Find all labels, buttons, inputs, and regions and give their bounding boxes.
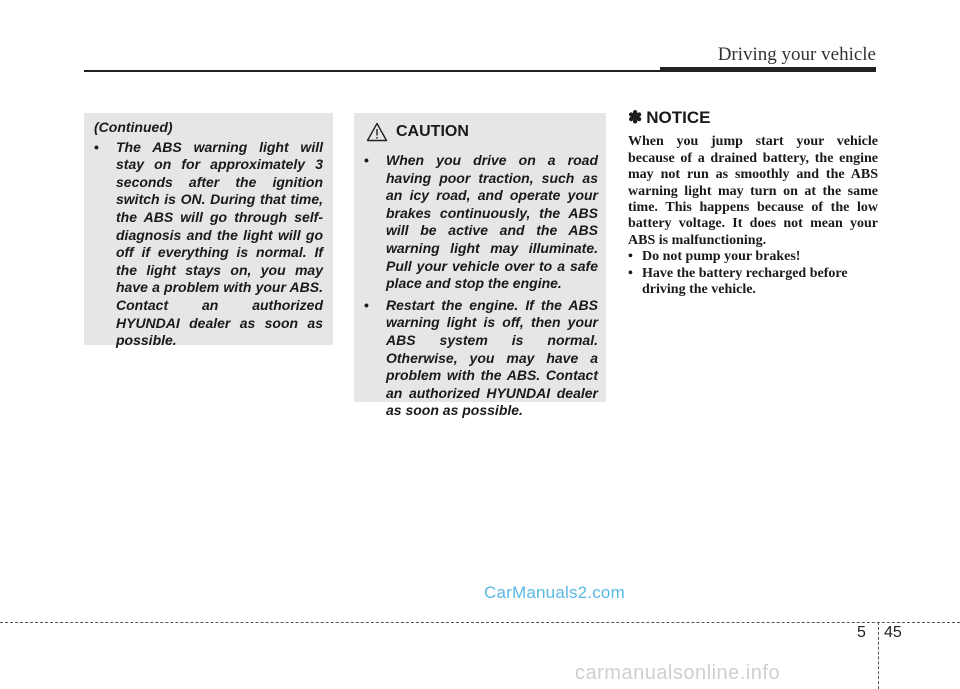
notice-star-icon: ✽	[628, 108, 643, 127]
list-item	[94, 139, 323, 350]
warning-triangle-icon	[366, 122, 388, 142]
carmanuals-watermark: CarManuals2.com	[484, 583, 625, 602]
continued-label: (Continued)	[94, 119, 173, 135]
list-item	[628, 249, 878, 265]
notice-body: When you jump start your vehicle because of a drained battery, the engine may not run as smoothly and the ABS warning light may turn on at the same time. This happens because of the low battery voltage. It does not mean your ABS is malfunctioning.	[628, 134, 878, 248]
notice-heading	[628, 110, 878, 126]
site-watermark: carmanualsonline.info	[575, 662, 781, 684]
section-title: Driving your vehicle	[717, 44, 876, 65]
caution-title: CAUTION	[396, 123, 469, 141]
list-item	[364, 152, 598, 293]
notice-section	[628, 110, 878, 298]
header-rule-thin	[84, 70, 660, 72]
list-item	[628, 266, 878, 299]
chapter-number: 5	[857, 624, 866, 641]
header-rule-thick	[660, 67, 876, 72]
caution-box	[354, 113, 606, 419]
caution-heading	[366, 122, 598, 142]
footer-rule	[0, 622, 960, 623]
footer-divider	[878, 622, 879, 689]
bullet-text: The ABS warning light will stay on for approximately 3 seconds after the ignition switch is ON. During that time, the ABS will go through self-diagnosis and the light will go off if everything is normal. If the light stays on, you may have a problem with your ABS. Contact an authorized HYUNDAI dealer as soon as possible.	[116, 138, 323, 349]
bullet-text: Restart the engine. If the ABS warning light is off, then your ABS system is normal. Otherwise, you may have a problem with the ABS. Contact an authorized HYUNDAI dealer as soon as possible.	[386, 296, 598, 419]
continued-warning-box	[84, 113, 333, 349]
bullet-text: When you drive on a road having poor traction, such as an icy road, and operate your brakes continuously, the ABS will be active and the ABS warning light may illuminate. Pull your vehicle over to a safe place and stop the engine.	[386, 152, 598, 292]
notice-title: NOTICE	[646, 108, 711, 127]
list-item	[364, 297, 598, 420]
page-number: 45	[884, 624, 902, 641]
bullet-text: Do not pump your brakes!	[642, 249, 801, 265]
bullet-text: Have the battery recharged before driving the vehicle.	[642, 265, 848, 298]
